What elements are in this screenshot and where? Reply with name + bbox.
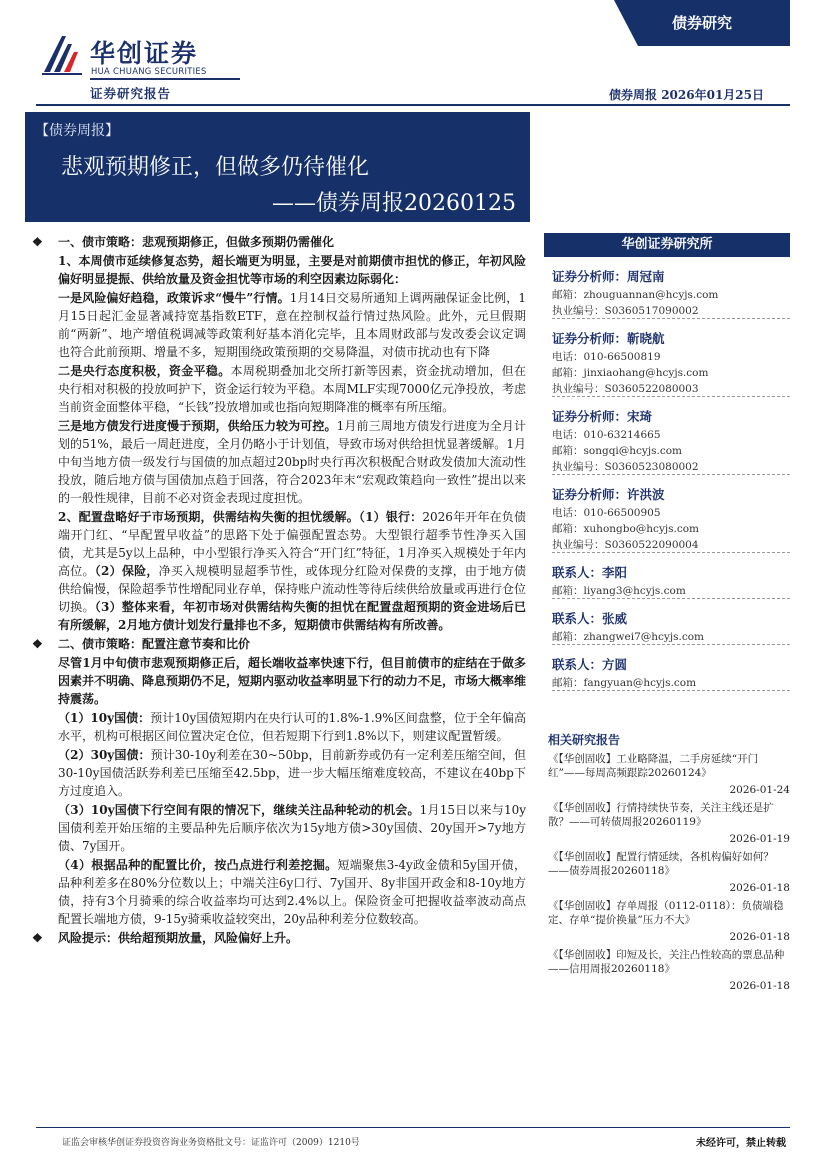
- analyst-contact: 邮箱：xuhongbo@hcyjs.com: [552, 523, 700, 535]
- related-report-link[interactable]: 《【华创固收】存单周报（0112-0118）：负债端稳定、存单“提价换量”压力不大》: [548, 900, 784, 926]
- diamond-bullet-icon: ❖: [32, 637, 43, 651]
- paragraph: （4）根据品种的配置比价，按凸点进行利差挖掘。短端聚焦3-4y政金债和5y国开债，品种利差多在80%分位数以上；中端关注6y口行、7y国开、8y非国开政金和8-10y地方债，持有3个月骑乘的综合收益率均可达到2.4%以上。保险资金可把握收益率波动高点配置长端地方债，9-15y骑乘收益较突出，20y品种利差分位数较高。: [58, 858, 526, 926]
- sidebar: [544, 233, 790, 993]
- paragraph: 尽管1月中旬债市悲观预期修正后，超长端收益率快速下行，但目前债市的症结在于做多因素并不明确、降息预期仍不足，短期内驱动收益率明显下行的动力不足，市场大概率维持震荡。: [58, 656, 527, 706]
- analyst-card: [544, 609, 790, 645]
- section-heading-1: ❖ 一、债市策略：悲观预期修正，但做多预期仍需催化: [32, 235, 335, 249]
- report-type: 证券研究报告: [90, 86, 172, 101]
- analyst-contact: 邮箱：zhangwei7@hcyjs.com: [552, 629, 790, 645]
- paragraph: （2）30y国债：预计30-10y利差在30~50bp，目前新券或仍有一定利差压缩空间，但30-10y国债活跃券利差已压缩至42.5bp，进一步大幅压缩难度较高，不建议在40bp下方过度追入。: [58, 748, 526, 798]
- section-tag: [614, 0, 790, 46]
- analyst-contact: 执业编号：S0360517090002: [552, 303, 790, 319]
- paragraph: 二是央行态度积极，资金平稳。本周税期叠加北交所打新等因素，资金扰动增加，但在央行相对积极的投放呵护下，资金运行较为平稳。本周MLF实现7000亿元净投放，考虑当前资金面整体平稳，“长钱”投放增加或也指向短期降准的概率有所压缩。: [58, 364, 526, 414]
- report-date: 债券周报 2026年01月25日: [609, 88, 764, 102]
- analyst-contact: 执业编号：S0360522080003: [552, 381, 790, 397]
- analyst-contact: 执业编号：S0360522090004: [552, 537, 790, 553]
- analyst-card: [544, 485, 790, 553]
- related-report-date: 2026-01-18: [729, 931, 790, 943]
- analyst-contact: 邮箱：liyang3@hcyjs.com: [552, 583, 790, 599]
- paragraph: 三是地方债发行进度慢于预期，供给压力较为可控。1月前三周地方债发行进度为全月计划的51%，最后一周赶进度，全月仍略小于计划值，导致市场对供给担忧显著缓解。1月中旬当地方债一级发行与国债的加点超过20bp时央行再次积极配合财政发债加大流动性投放，随后地方债与国债加点趋于回落，符合2023年末“宏观政策趋向一致性”提出以来的一般性规律，目前不必对资金表现过度担忧。: [58, 419, 526, 505]
- paragraph: 1、本周债市延续修复态势，超长端更为明显，主要是对前期债市担忧的修正，年初风险偏好明显提振、供给放量及资金担忧等市场的利空因素边际弱化：: [58, 254, 526, 286]
- analyst-card: [544, 267, 790, 319]
- related-report-date: 2026-01-18: [729, 882, 790, 894]
- analyst-name: 证券分析师：宋琦: [552, 409, 653, 424]
- related-report-link[interactable]: 《【华创固收】配置行情延续，各机构偏好如何？——债券周报20260118》: [548, 851, 774, 877]
- related-report-date: 2026-01-19: [729, 833, 790, 845]
- brand-name-cn: 华创证券: [90, 39, 199, 68]
- banner-tag: 【债券周报】: [35, 123, 119, 139]
- analyst-card: [544, 329, 790, 397]
- logo-mark-icon: [40, 32, 84, 76]
- paragraph: （1）10y国债：预计10y国债短期内在央行认可的1.8%-1.9%区间盘整，位于全年偏高水平，机构可根据区间位置决定仓位，但若短期下行到1.8%以下，则建议配置暂缓。: [58, 711, 526, 743]
- related-reports-list: [544, 752, 790, 993]
- analyst-name: 联系人：李阳: [552, 565, 628, 580]
- footer-divider: [36, 1127, 790, 1128]
- analyst-name: 联系人：张威: [552, 611, 628, 626]
- paragraph: 2、配置盘略好于市场预期，供需结构失衡的担忧缓解。（1）银行：2026年开年在负债端开门红、“早配置早收益”的思路下处于偏强配置态势。大型银行超季节性净买入国债，尤其是5y以上品种，中小型银行净买入符合“开门红”特征，1月净买入规模处于年内高位。（2）保险，净买入规模明显超季节性，或体现分红险对保费的支撑，由于地方债供给偏慢，保险超季节性增配同业存单，保持账户流动性等待后续供给放量或再进行仓位切换。（3）整体来看，年初市场对供需结构失衡的担忧在配置盘超预期的资金进场后已有所缓解，2月地方债计划发行量排也不多，短期债市供需结构有所改善。: [58, 510, 527, 632]
- analyst-contact: 执业编号：S0360523080002: [552, 459, 790, 475]
- footer-license: 证监会审核华创证券投资咨询业务资格批文号：证监许可（2009）1210号: [62, 1138, 360, 1148]
- sidebar-header: 华创证券研究所: [544, 233, 790, 257]
- header-divider: [36, 104, 790, 106]
- related-report-link[interactable]: 《【华创固收】印短及长，关注凸性较高的票息品种——信用周报20260118》: [548, 949, 785, 975]
- paragraph: 一是风险偏好趋稳，政策诉求“慢牛”行情。1月14日交易所通知上调两融保证金比例，1月15日起汇金显著减持宽基指数ETF，意在控制权益行情过热风险。此外，元旦假期前“两新”、地产增值税调减等政策利好基本消化完毕，且本周财政部与发改委会议定调也符合此前预期、增量不多，短期围绕政策预期的交易降温，对债市扰动也有下降: [58, 291, 527, 359]
- page-subtitle: ——债券周报20260125: [272, 191, 516, 216]
- related-report-link[interactable]: 《【华创固收】工业略降温，二手房延续“开门红”——每周高频跟踪20260124》: [548, 753, 759, 779]
- brand-divider: [90, 78, 240, 80]
- company-logo: [40, 28, 210, 90]
- analyst-contact: 电话：010-66500819: [552, 351, 661, 363]
- analyst-name: 证券分析师：许洪波: [552, 487, 665, 502]
- analyst-card: [544, 563, 790, 599]
- brand-name-en: HUA CHUANG SECURITIES: [91, 66, 207, 76]
- analyst-contact: 邮箱：jinxiaohang@hcyjs.com: [552, 367, 709, 379]
- analyst-contact: 电话：010-63214665: [552, 429, 661, 441]
- related-report-date: 2026-01-24: [729, 784, 790, 796]
- related-report-date: 2026-01-18: [729, 980, 790, 992]
- analyst-list: [544, 267, 790, 691]
- analyst-contact: 邮箱：fangyuan@hcyjs.com: [552, 675, 790, 691]
- related-reports-heading: 相关研究报告: [548, 733, 621, 747]
- page-title: 悲观预期修正，但做多仍待催化: [61, 155, 370, 180]
- paragraph: （3）10y国债下行空间有限的情况下，继续关注品种轮动的机会。1月15日以来与10y国债利差开始压缩的主要品种先后顺序依次为15y地方债>30y国债、20y国开>7y地方债、7y国开。: [58, 803, 526, 853]
- analyst-contact: 邮箱：zhouguannan@hcyjs.com: [552, 289, 719, 301]
- section-heading-2: ❖ 二、债市策略：配置注意节奏和比价: [32, 637, 251, 651]
- analyst-name: 证券分析师：靳晓航: [552, 331, 665, 346]
- related-report-link[interactable]: 《【华创固收】行情持续快节奏，关注主线还是扩散？——可转债周报20260119》: [548, 802, 774, 828]
- footer-notice: 未经许可，禁止转载: [696, 1138, 786, 1149]
- analyst-name: 联系人：方圆: [552, 657, 628, 672]
- analyst-name: 证券分析师：周冠南: [552, 269, 665, 284]
- analyst-contact: 邮箱：songqi@hcyjs.com: [552, 445, 682, 457]
- diamond-bullet-icon: ❖: [32, 931, 43, 945]
- title-banner: [25, 112, 530, 222]
- risk-warning: ❖ 风险提示：供给超预期放量，风险偏好上升。: [32, 931, 299, 945]
- diamond-bullet-icon: ❖: [32, 235, 43, 249]
- main-content: [30, 233, 526, 948]
- analyst-contact: 电话：010-66500905: [552, 507, 661, 519]
- section-tag-label: 债券研究: [671, 14, 732, 32]
- analyst-card: [544, 655, 790, 691]
- analyst-card: [544, 407, 790, 475]
